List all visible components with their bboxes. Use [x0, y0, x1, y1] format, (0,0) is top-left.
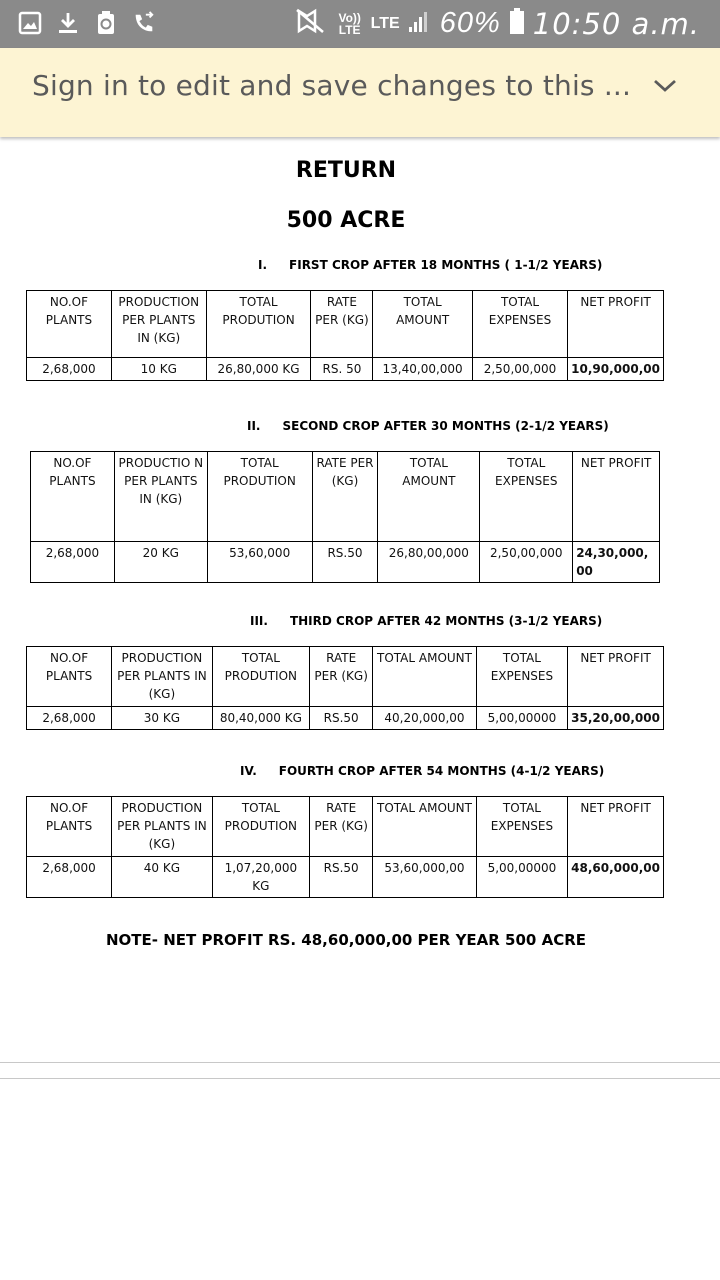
net-profit-cell: 35,20,00,000 [568, 707, 664, 730]
volte-icon: Vo)) LTE [338, 10, 361, 37]
header-cell: TOTAL PRODUTION [206, 291, 311, 358]
table-cell: RS. 50 [311, 358, 373, 381]
header-cell: TOTAL PRODUTION [212, 797, 309, 857]
status-bar [0, 0, 720, 48]
table-cell: 40 KG [112, 857, 213, 898]
header-cell: PRODUCTION PER PLANTS IN (KG) [112, 647, 213, 707]
call-forward-icon [132, 10, 156, 36]
header-cell: TOTAL EXPENSES [472, 291, 567, 358]
net-profit-cell: 10,90,000,00 [568, 358, 664, 381]
table-header-row [27, 647, 664, 707]
table-cell: 53,60,000 [207, 542, 312, 583]
header-cell: TOTAL AMOUNT [373, 797, 476, 857]
table-cell: 2,68,000 [31, 542, 115, 583]
table-cell: 80,40,000 KG [212, 707, 309, 730]
table-cell: 2,50,00,000 [480, 542, 573, 583]
section-number: I. [258, 258, 268, 272]
header-cell: TOTAL EXPENSES [476, 797, 567, 857]
table-cell: 2,68,000 [27, 358, 112, 381]
table-row [31, 542, 660, 583]
table-cell: RS.50 [310, 857, 373, 898]
table-cell: 20 KG [114, 542, 207, 583]
section-title [250, 614, 602, 628]
table-cell: 2,50,00,000 [472, 358, 567, 381]
section-title [258, 258, 602, 272]
mute-icon [293, 6, 329, 41]
header-cell: NET PROFIT [568, 291, 664, 358]
table-row [27, 707, 664, 730]
section-heading: SECOND CROP AFTER 30 MONTHS (2-1/2 YEARS) [282, 419, 609, 433]
section-heading: THIRD CROP AFTER 42 MONTHS (3-1/2 YEARS) [289, 614, 603, 628]
page-divider [0, 1078, 720, 1079]
header-cell: TOTAL AMOUNT [378, 452, 480, 542]
crop-table-4 [26, 796, 664, 898]
table-cell: 26,80,00,000 [378, 542, 480, 583]
battery-icon [509, 7, 525, 40]
table-cell: 30 KG [112, 707, 213, 730]
document-subtitle: 500 ACRE [286, 208, 406, 233]
header-cell: TOTAL AMOUNT [373, 647, 476, 707]
crop-table-3 [26, 646, 664, 730]
sign-in-banner[interactable] [0, 48, 720, 137]
section-heading: FIRST CROP AFTER 18 MONTHS ( 1-1/2 YEARS) [289, 258, 603, 272]
table-cell: 40,20,000,00 [373, 707, 476, 730]
table-cell: 26,80,000 KG [206, 358, 311, 381]
crop-table-1 [26, 290, 664, 381]
table-cell: RS.50 [310, 707, 373, 730]
header-cell: NET PROFIT [568, 647, 664, 707]
header-cell: NO.OF PLANTS [27, 797, 112, 857]
section-title [240, 764, 604, 778]
lte-icon: LTE [370, 14, 400, 32]
table-cell: 2,68,000 [27, 857, 112, 898]
crop-table-2 [30, 451, 660, 583]
header-cell: TOTAL AMOUNT [373, 291, 472, 358]
header-cell: NO.OF PLANTS [31, 452, 115, 542]
header-cell: PRODUCTIO N PER PLANTS IN (KG) [114, 452, 207, 542]
section-number: II. [247, 419, 261, 433]
clock: 10:50 a.m. [532, 6, 700, 41]
header-cell: TOTAL PRODUTION [207, 452, 312, 542]
table-header-row [27, 797, 664, 857]
battery-percent: 60% [439, 7, 501, 39]
page-divider [0, 1062, 720, 1063]
header-cell: TOTAL EXPENSES [480, 452, 573, 542]
table-cell: 10 KG [111, 358, 206, 381]
system-indicators [293, 6, 700, 41]
table-cell: 2,68,000 [27, 707, 112, 730]
table-cell: 5,00,00000 [476, 857, 567, 898]
header-cell: TOTAL PRODUTION [212, 647, 309, 707]
recycle-icon [94, 10, 118, 36]
table-header-row [31, 452, 660, 542]
section-number: IV. [240, 764, 257, 778]
table-header-row [27, 291, 664, 358]
header-cell: PRODUCTION PER PLANTS IN (KG) [111, 291, 206, 358]
header-cell: NO.OF PLANTS [27, 291, 112, 358]
notification-icons [18, 10, 156, 36]
section-heading: FOURTH CROP AFTER 54 MONTHS (4-1/2 YEARS) [278, 764, 605, 778]
table-row [27, 358, 664, 381]
section-number: III. [250, 614, 268, 628]
download-icon [56, 10, 80, 36]
header-cell: NET PROFIT [568, 797, 664, 857]
section-title [247, 419, 609, 433]
document-title: RETURN [295, 158, 397, 183]
summary-note: NOTE- NET PROFIT RS. 48,60,000,00 PER YEAR 500 ACRE [105, 931, 587, 949]
header-cell: NO.OF PLANTS [27, 647, 112, 707]
table-cell: 13,40,00,000 [373, 358, 472, 381]
chevron-down-icon[interactable] [652, 78, 678, 99]
header-cell: RATE PER (KG) [312, 452, 378, 542]
table-cell: 53,60,000,00 [373, 857, 476, 898]
header-cell: NET PROFIT [573, 452, 660, 542]
table-cell: 5,00,00000 [476, 707, 567, 730]
image-icon [18, 10, 42, 36]
header-cell: PRODUCTION PER PLANTS IN (KG) [112, 797, 213, 857]
table-cell: RS.50 [312, 542, 378, 583]
banner-text: Sign in to edit and save changes to this ... [32, 69, 632, 102]
net-profit-cell: 24,30,000,00 [573, 542, 660, 583]
header-cell: RATE PER (KG) [310, 797, 373, 857]
table-cell: 1,07,20,000 KG [212, 857, 309, 898]
signal-icon [408, 9, 432, 38]
header-cell: RATE PER (KG) [311, 291, 373, 358]
net-profit-cell: 48,60,000,00 [568, 857, 664, 898]
header-cell: TOTAL EXPENSES [476, 647, 567, 707]
header-cell: RATE PER (KG) [310, 647, 373, 707]
table-row [27, 857, 664, 898]
